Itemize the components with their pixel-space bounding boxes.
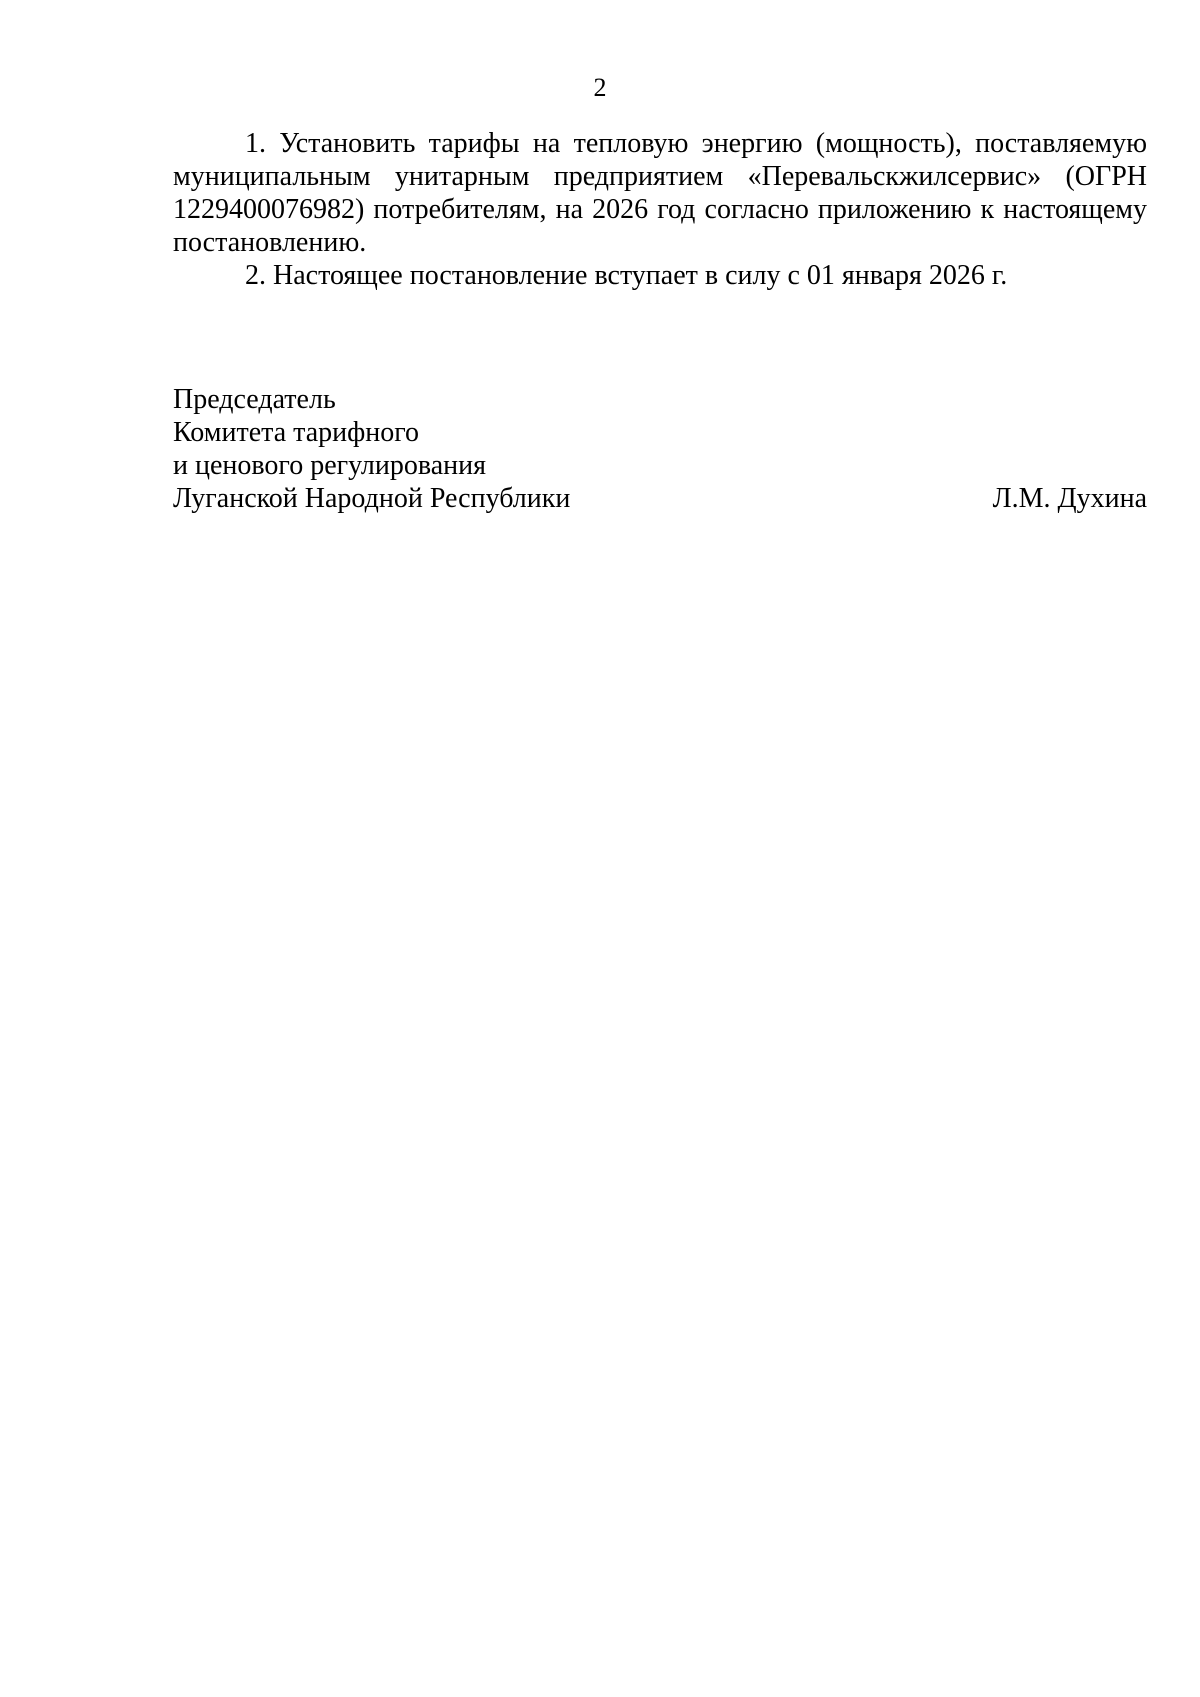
signature-position-line [173, 383, 1147, 416]
page-number: 2 [593, 73, 607, 102]
signatory-name: Л.М. Духина [992, 483, 1147, 514]
signature-block [173, 383, 1147, 515]
position-title-line-4: Луганской Народной Республики [173, 483, 571, 514]
position-title-line-2: Комитета тарифного [173, 417, 420, 448]
position-title-line-3: и ценового регулирования [173, 450, 486, 481]
paragraph-2: 2. Настоящее постановление вступает в силу с 01 января 2026 г. [245, 260, 1008, 291]
signature-position-line [173, 449, 1147, 482]
signature-position-line [173, 416, 1147, 449]
paragraph-1: 1. Установить тарифы на тепловую энергию (мощность), поставляемую муниципальным унитарным предприятием «Перевальскжилсервис» (ОГРН 1229400076982) потребителям, на 2026 год согласно приложению к настоящему постановлению. [173, 128, 1147, 258]
signature-final-line [173, 482, 1147, 515]
document-body [173, 127, 1147, 292]
position-title-line-1: Председатель [173, 384, 336, 415]
